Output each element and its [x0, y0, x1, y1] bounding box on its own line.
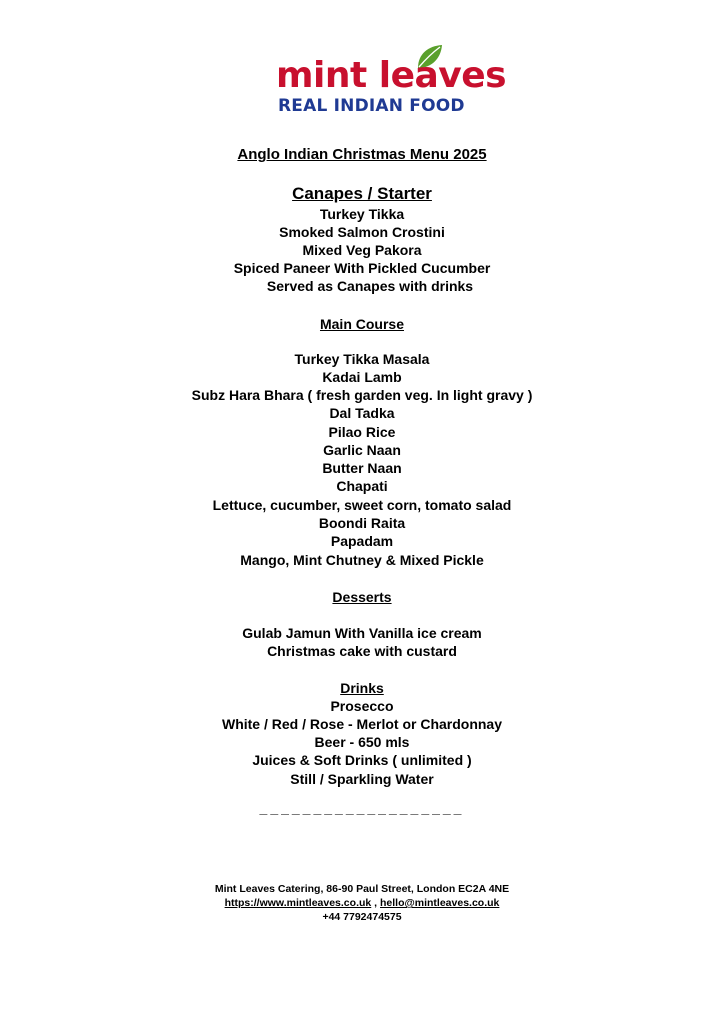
menu-item: Mixed Veg Pakora — [302, 242, 422, 258]
menu-item: Subz Hara Bhara ( fresh garden veg. In light gravy ) — [191, 387, 533, 403]
drinks-heading: Drinks — [340, 680, 384, 696]
brand-logo — [274, 44, 507, 120]
logo-tagline: REAL INDIAN FOOD — [278, 96, 465, 116]
menu-item: Lettuce, cucumber, sweet corn, tomato salad — [212, 497, 512, 513]
footer-links — [0, 897, 724, 909]
footer-phone: +44 7792474575 — [322, 911, 402, 923]
menu-item: Mango, Mint Chutney & Mixed Pickle — [240, 552, 484, 568]
footer-address: Mint Leaves Catering, 86-90 Paul Street, London EC2A 4NE — [214, 883, 510, 895]
menu-item: Turkey Tikka — [319, 206, 405, 222]
menu-item: Dal Tadka — [329, 405, 395, 421]
menu-item: Spiced Paneer With Pickled Cucumber — [233, 260, 491, 276]
menu-item: Beer - 650 mls — [314, 734, 410, 750]
menu-item: Turkey Tikka Masala — [294, 351, 430, 367]
main-heading: Main Course — [319, 316, 404, 332]
links-separator: , — [371, 897, 381, 909]
starter-heading: Canapes / Starter — [292, 184, 432, 203]
website-link[interactable]: https://www.mintleaves.co.uk — [224, 897, 372, 909]
email-link[interactable]: hello@mintleaves.co.uk — [380, 897, 500, 909]
menu-item: Chapati — [336, 478, 388, 494]
menu-item: Gulab Jamun With Vanilla ice cream — [242, 625, 482, 641]
menu-item: Garlic Naan — [323, 442, 401, 458]
menu-item: Prosecco — [330, 698, 394, 714]
menu-title: Anglo Indian Christmas Menu 2025 — [237, 146, 487, 163]
menu-item: White / Red / Rose - Merlot or Chardonnay — [221, 716, 503, 732]
menu-item: Still / Sparkling Water — [290, 771, 434, 787]
desserts-heading: Desserts — [332, 589, 392, 605]
menu-item: Pilao Rice — [328, 424, 396, 440]
menu-item: Boondi Raita — [318, 515, 406, 531]
menu-item: Served as Canapes with drinks — [266, 278, 474, 294]
logo-brand-text: mint leaves — [276, 55, 507, 96]
separator-line: ___________________ — [259, 800, 465, 816]
menu-item: Kadai Lamb — [322, 369, 402, 385]
menu-item: Smoked Salmon Crostini — [279, 224, 445, 240]
menu-item: Juices & Soft Drinks ( unlimited ) — [252, 752, 472, 768]
menu-item: Christmas cake with custard — [267, 643, 457, 659]
menu-item: Papadam — [330, 533, 394, 549]
menu-item: Butter Naan — [322, 460, 402, 476]
